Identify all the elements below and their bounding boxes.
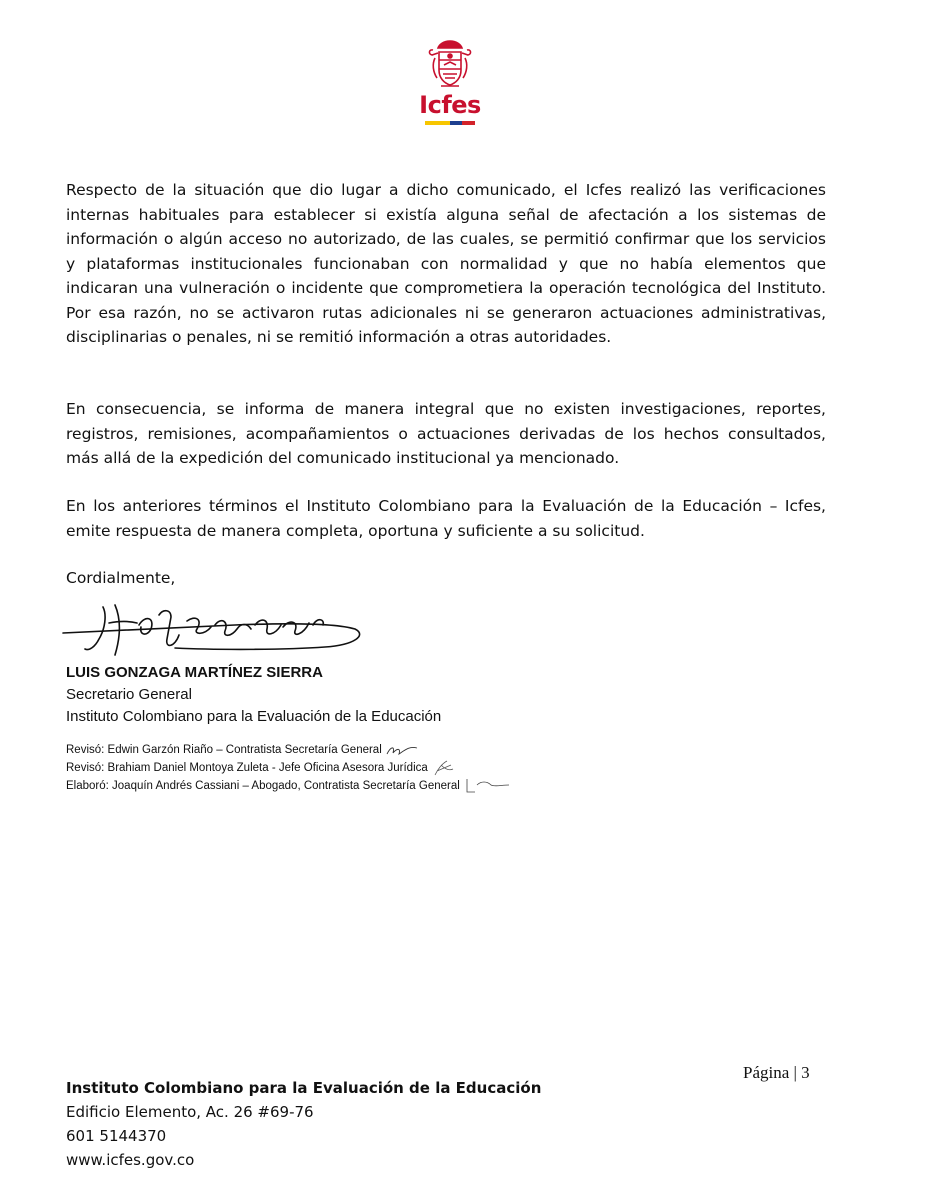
brand-wordmark: Icfes: [419, 91, 481, 119]
body-paragraph-2: En consecuencia, se informa de manera integral que no existen investigaciones, reportes, registros, remisiones, acompañamientos o actuaciones derivadas de los hechos consultados, más allá de la expedición del comunicado institucional ya mencionado.: [66, 400, 826, 467]
flag-yellow-stripe: [425, 121, 450, 125]
review-line: [66, 777, 513, 795]
body-paragraph-1: Respecto de la situación que dio lugar a dicho comunicado, el Icfes realizó las verificaciones internas habituales para establecer si existía alguna señal de afectación a los sistemas de información o algún acceso no autorizado, de las cuales, se permitió confirmar que los servicios y plataformas institucionales funcionaban con normalidad y que no había elementos que indicaran una vulneración o incidente que comprometiera la operación tecnológica del Instituto. Por esa razón, no se activaron rutas adicionales ni se generaron actuaciones administrativas, disciplinarias o penales, ni se remitió información a otras autoridades.: [66, 181, 826, 346]
flag-red-stripe: [462, 121, 475, 125]
footer-address: Edificio Elemento, Ac. 26 #69-76: [66, 1103, 314, 1121]
footer: [66, 1076, 541, 1172]
initials-signature: [463, 777, 513, 795]
review-line-text: Revisó: Edwin Garzón Riaño – Contratista Secretaría General: [66, 744, 382, 756]
signatory-block: [66, 662, 441, 728]
icfes-logo: [410, 38, 490, 133]
signatory-name: LUIS GONZAGA MARTÍNEZ SIERRA: [66, 664, 323, 681]
review-block: [66, 742, 513, 795]
page-number: Página | 3: [743, 1063, 810, 1082]
review-line-text: Revisó: Brahiam Daniel Montoya Zuleta - Jefe Oficina Asesora Jurídica: [66, 761, 428, 774]
review-line: [66, 742, 513, 759]
footer-website: www.icfes.gov.co: [66, 1151, 195, 1169]
initials-signature: [431, 759, 457, 777]
body-paragraph-3: En los anteriores términos el Instituto Colombiano para la Evaluación de la Educación – Icfes, emite respuesta de manera completa, oportuna y suficiente a su solicitud.: [66, 497, 826, 540]
flag-blue-stripe: [450, 121, 462, 125]
closing-salutation: Cordialmente,: [66, 569, 176, 587]
colombia-coat-of-arms-icon: [427, 38, 473, 90]
footer-organization: Instituto Colombiano para la Evaluación de la Educación: [66, 1079, 542, 1097]
review-line: [66, 759, 513, 777]
initials-signature: [385, 744, 419, 758]
review-line-text: Elaboró: Joaquín Andrés Cassiani – Abogado, Contratista Secretaría General: [66, 779, 460, 792]
signatory-title: Secretario General: [66, 686, 192, 703]
colombia-flag-stripe: [425, 121, 475, 125]
footer-phone: 601 5144370: [66, 1127, 167, 1145]
signatory-organization: Instituto Colombiano para la Evaluación de la Educación: [66, 708, 442, 725]
